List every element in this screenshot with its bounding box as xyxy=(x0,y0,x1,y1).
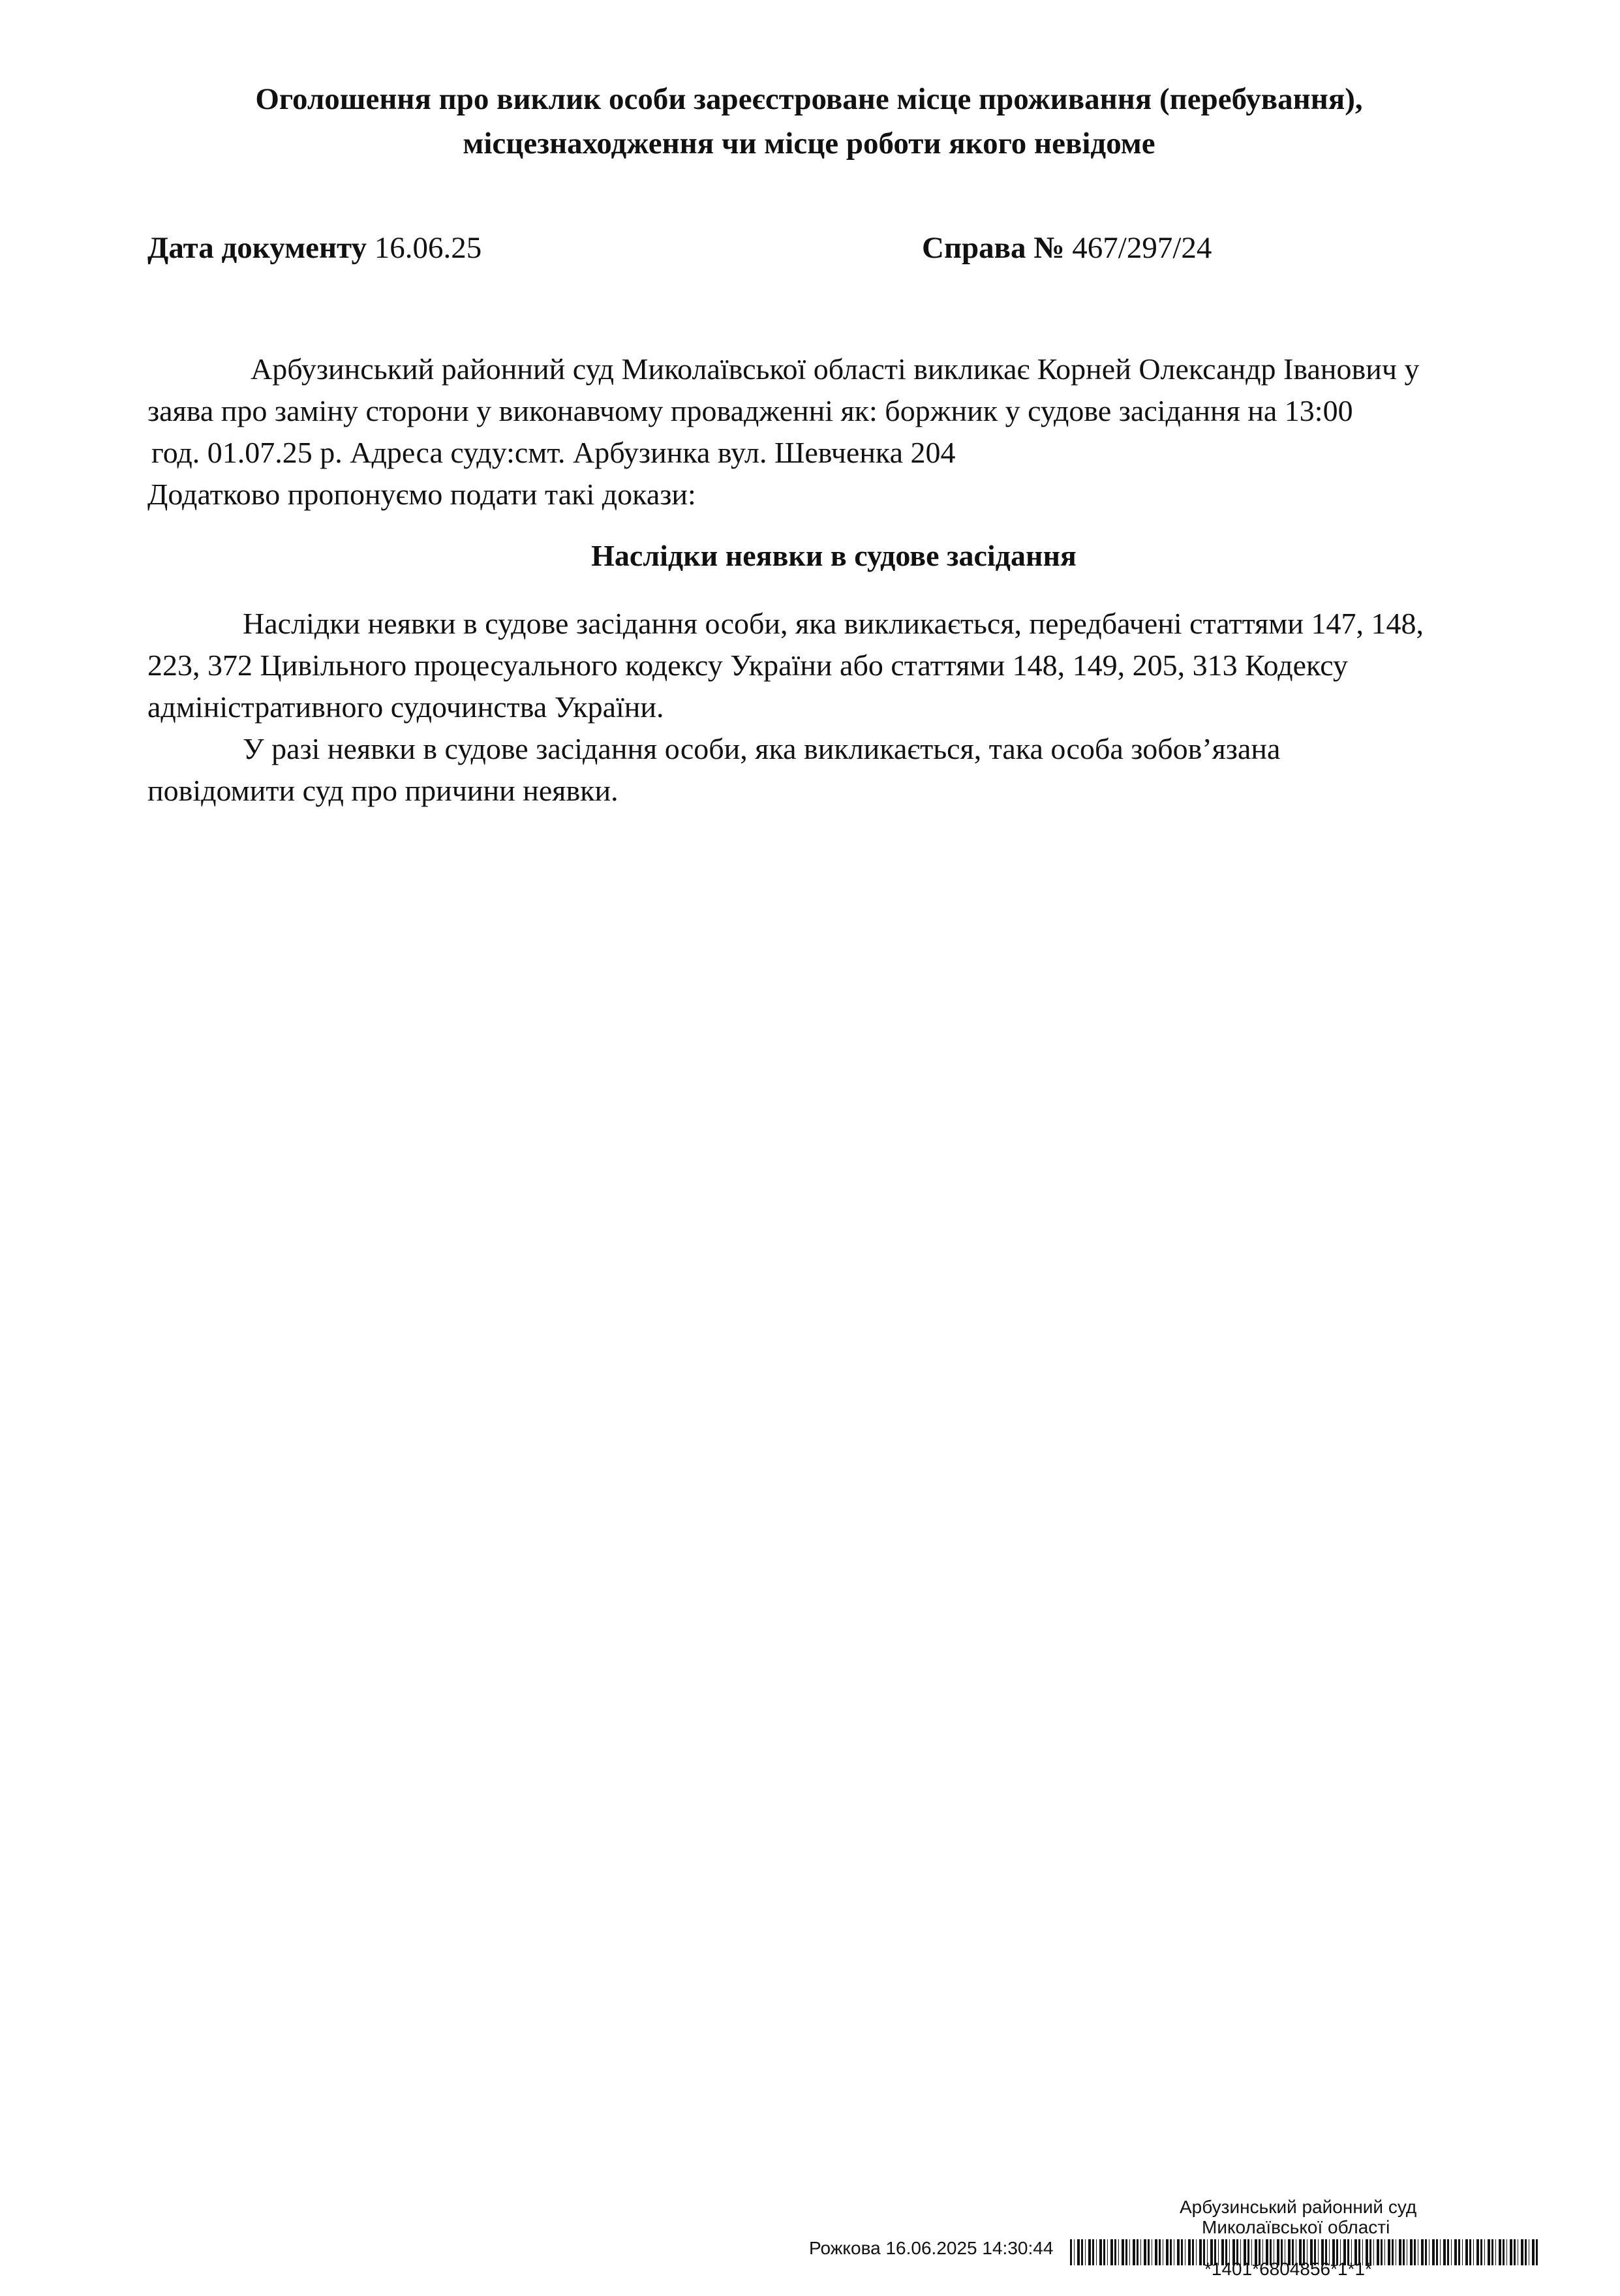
case-label: Справа № xyxy=(922,231,1065,265)
consequences-heading: Наслідки неявки в судове засідання xyxy=(591,539,1077,572)
stamp-court-line-2: Миколаївської області xyxy=(1202,2217,1390,2237)
consequences-line-1: Наслідки неявки в судове засідання особи, яка викликається, передбачені статтями 147, 148, xyxy=(243,607,1424,640)
stamp-signer-timestamp: Рожкова 16.06.2025 14:30:44 xyxy=(809,2238,1054,2258)
consequences-paragraph xyxy=(147,603,1520,812)
date-value: 16.06.25 xyxy=(374,231,482,265)
summons-line-1: Арбузинський районний суд Миколаївської області викликає Корней Олександр Іванович у xyxy=(251,352,1420,386)
consequences-line-3: адміністративного судочинства України. xyxy=(147,690,664,724)
absence-notice-line-2: повідомити суд про причини неявки. xyxy=(147,774,619,807)
summons-line-2: заява про заміну сторони у виконавчому провадженні як: боржник у судове засідання на 13:00 xyxy=(147,394,1353,427)
barcode-number: *1401*6804856*1*1* xyxy=(1204,2259,1372,2279)
absence-notice-line-1: У разі неявки в судове засідання особи, яка викликається, така особа зобов’язана xyxy=(243,732,1281,765)
consequences-line-2: 223, 372 Цивільного процесуального кодексу України або статтями 148, 149, 205, 313 Кодексу xyxy=(147,649,1349,682)
stamp-court-line-1: Арбузинський районний суд xyxy=(1180,2197,1417,2217)
case-value: 467/297/24 xyxy=(1072,231,1212,265)
case-number xyxy=(922,230,1212,266)
summons-line-3: год. 01.07.25 р. Адреса суду:смт. Арбузинка вул. Шевченка 204 xyxy=(151,436,956,469)
summons-paragraph xyxy=(147,348,1520,515)
title-line-2: місцезнаходження чи місце роботи якого невідоме xyxy=(463,127,1155,161)
document-date xyxy=(147,230,481,266)
title-line-1: Оголошення про виклик особи зареєстроване місце проживання (перебування), xyxy=(255,82,1363,116)
document-title xyxy=(144,77,1475,166)
summons-line-4: Додатково пропонуємо подати такі докази: xyxy=(147,478,696,511)
date-label: Дата документу xyxy=(147,231,367,265)
